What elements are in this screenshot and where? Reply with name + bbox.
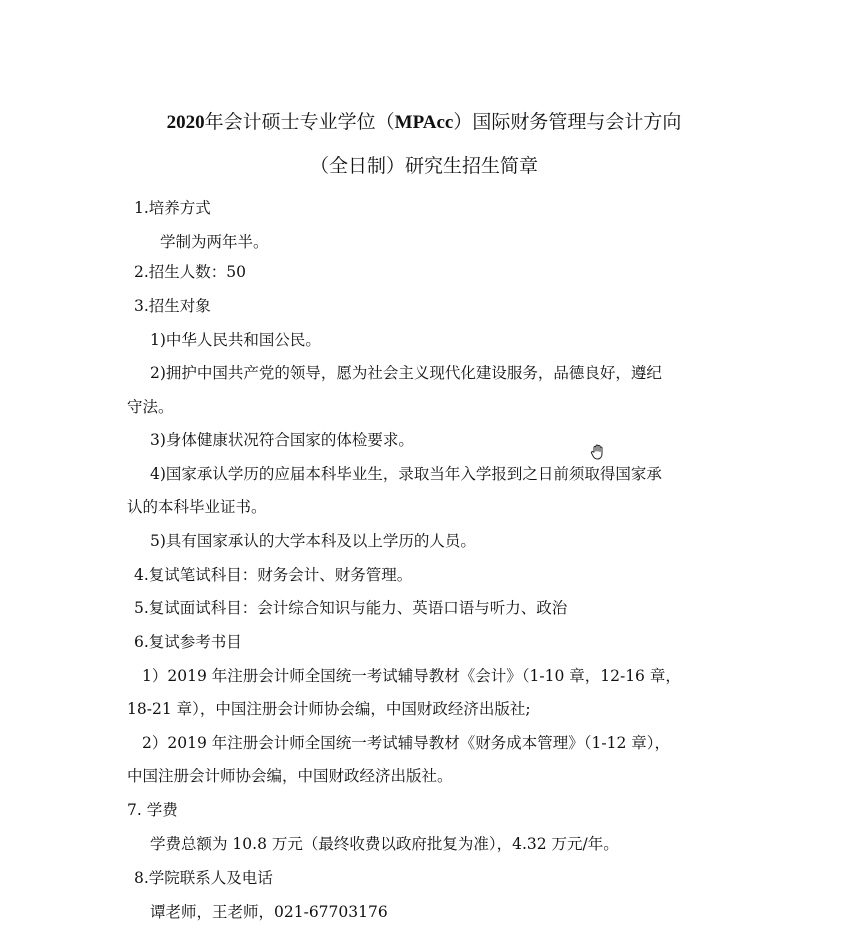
document-title-line-2: （全日制）研究生招生简章 [309, 155, 538, 177]
section-6-item-2-line-1: 2）2019 年注册会计师全国统一考试辅导教材《财务成本管理》（1-12 章）， [142, 734, 670, 752]
section-1-heading: 1.培养方式 [134, 199, 211, 217]
document-title-line-1 [0, 110, 848, 135]
section-6-heading: 6.复试参考书目 [134, 633, 242, 651]
section-3-item-2-line-2: 守法。 [127, 398, 174, 416]
title-year: 2020 [166, 112, 205, 133]
section-8-text: 谭老师，王老师，021-67703176 [150, 903, 388, 921]
section-3-item-4-line-2: 认的本科毕业证书。 [127, 498, 267, 516]
section-3-item-5: 5)具有国家承认的大学本科及以上学历的人员。 [150, 532, 476, 550]
section-6-item-1-line-1: 1）2019 年注册会计师全国统一考试辅导教材《会计》（1-10 章，12-16 章， [142, 667, 681, 685]
section-1-text: 学制为两年半。 [160, 233, 269, 251]
section-6-item-1-line-2: 18-21 章），中国注册会计师协会编，中国财政经济出版社; [127, 700, 531, 718]
section-2-heading: 2.招生人数：50 [134, 263, 247, 281]
section-3-item-2-line-1: 2)拥护中国共产党的领导，愿为社会主义现代化建设服务，品德良好，遵纪 [150, 364, 662, 382]
hand-pointer-icon [589, 443, 607, 461]
title-part-a: 年会计硕士专业学位（ [204, 111, 395, 133]
title-abbreviation: MPAcc [394, 112, 454, 133]
section-6-item-2-line-2: 中国注册会计师协会编，中国财政经济出版社。 [127, 767, 453, 785]
section-3-item-1: 1)中华人民共和国公民。 [150, 331, 321, 349]
section-8-heading: 8.学院联系人及电话 [134, 869, 273, 887]
section-7-heading: 7. 学费 [127, 801, 178, 819]
section-5-heading: 5.复试面试科目：会计综合知识与能力、英语口语与听力、政治 [134, 599, 568, 617]
title-part-b: ）国际财务管理与会计方向 [453, 111, 682, 133]
section-3-item-4-line-1: 4)国家承认学历的应届本科毕业生，录取当年入学报到之日前须取得国家承 [150, 465, 662, 483]
section-4-heading: 4.复试笔试科目：财务会计、财务管理。 [134, 566, 413, 584]
section-3-heading: 3.招生对象 [134, 297, 211, 315]
section-3-item-3: 3)身体健康状况符合国家的体检要求。 [150, 431, 414, 449]
section-7-text: 学费总额为 10.8 万元（最终收费以政府批复为准），4.32 万元/年。 [150, 835, 619, 853]
